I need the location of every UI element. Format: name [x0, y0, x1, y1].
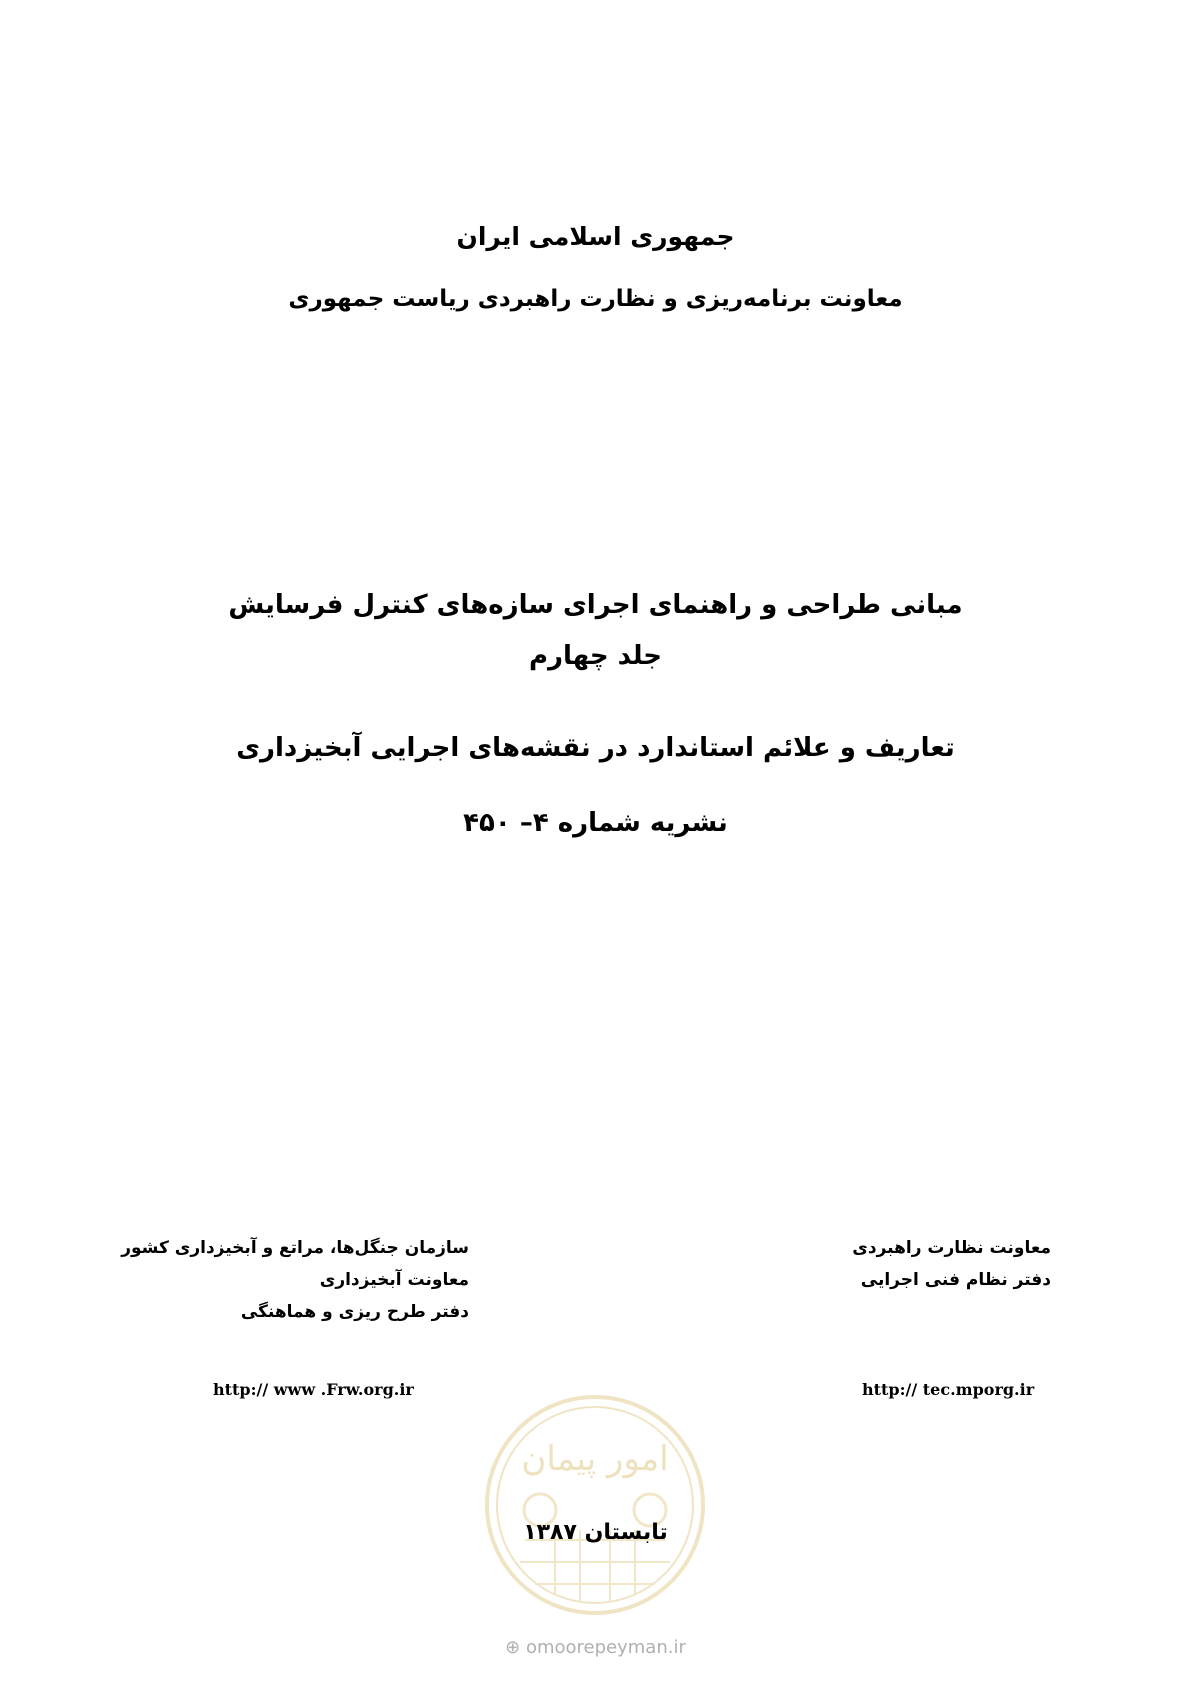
book-subtitle: تعاریف و علائم استاندارد در نقشه‌های اجرایی آبخیزداری: [236, 733, 955, 763]
url-mporg: http:// tec.mporg.ir: [862, 1380, 1035, 1399]
watermark-url: [0, 1637, 1191, 1658]
watermark-logo-text: امور پیمان: [521, 1439, 669, 1479]
watermark-url-text: omoorepeyman.ir: [525, 1637, 686, 1658]
publisher-left-line-3: دفتر طرح ریزی و هماهنگی: [240, 1302, 469, 1322]
country-heading: جمهوری اسلامی ایران: [456, 222, 735, 251]
url-frw: http:// www .Frw.org.ir: [213, 1380, 414, 1399]
publisher-right-line-1: معاونت نظارت راهبردی: [852, 1238, 1051, 1258]
publication-number: نشریه شماره ۴– ۴۵۰: [463, 808, 728, 838]
publisher-left-line-2: معاونت آبخیزداری: [319, 1270, 469, 1290]
publisher-block-left: [121, 1232, 469, 1328]
publisher-left-line-1: سازمان جنگل‌ها، مراتع و آبخیزداری کشور: [121, 1238, 469, 1258]
volume-label: جلد چهارم: [528, 641, 663, 671]
globe-icon: ⊕: [505, 1637, 521, 1658]
publication-date: تابستان ۱۳۸۷: [523, 1520, 668, 1545]
agency-heading: معاونت برنامه‌ریزی و نظارت راهبردی ریاست جمهوری: [288, 286, 903, 312]
publisher-right-line-2: دفتر نظام فنی اجرایی: [860, 1270, 1051, 1290]
publisher-block-right: [852, 1232, 1051, 1296]
book-title: مبانی طراحی و راهنمای اجرای سازه‌های کنترل فرسایش: [228, 590, 963, 620]
watermark-seal-icon: [480, 1390, 710, 1620]
